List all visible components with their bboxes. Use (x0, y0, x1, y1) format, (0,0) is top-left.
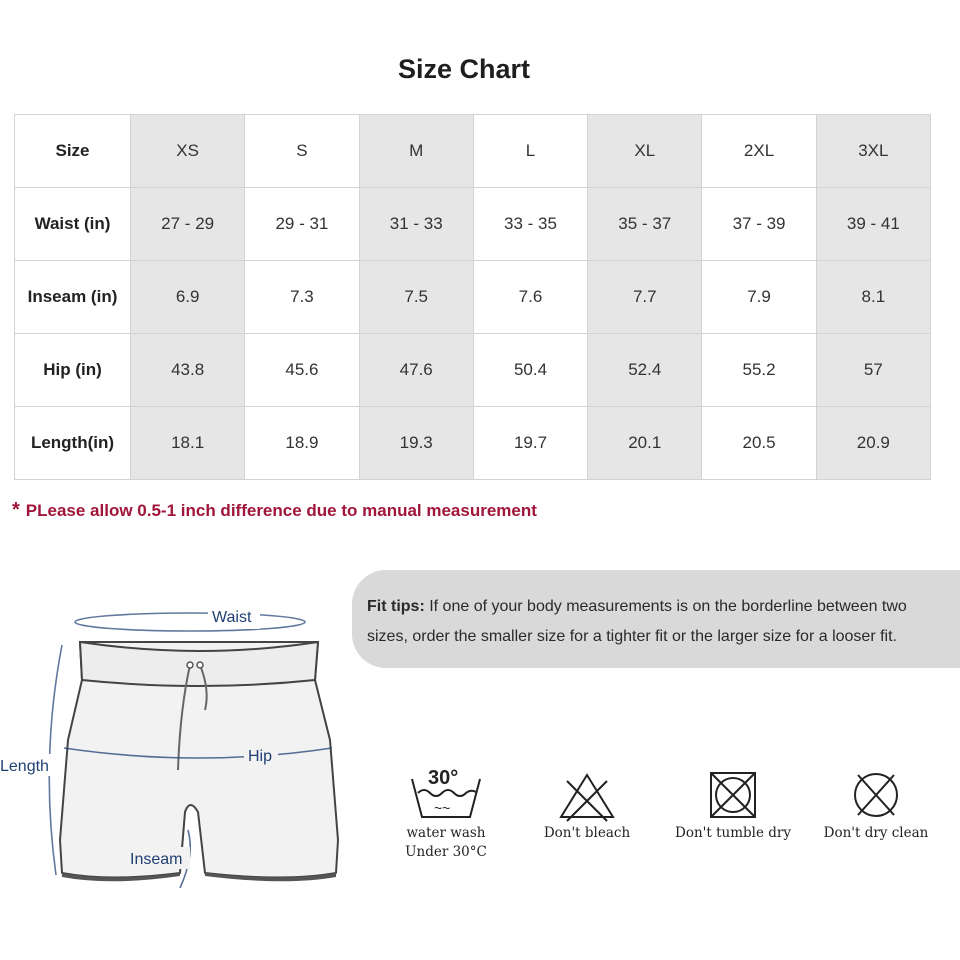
table-cell: 19.7 (473, 407, 587, 480)
table-row (15, 407, 931, 480)
care-label: water wash (406, 825, 486, 841)
table-cell: 31 - 33 (359, 188, 473, 261)
table-row (15, 334, 931, 407)
table-cell: 35 - 37 (588, 188, 702, 261)
asterisk-icon: * (12, 499, 20, 521)
row-label: Inseam (in) (15, 261, 131, 334)
table-row (15, 188, 931, 261)
care-item-wash (366, 765, 526, 861)
table-cell: 27 - 29 (131, 188, 245, 261)
care-item-dry-clean (796, 765, 956, 842)
fit-tips-box (352, 570, 960, 668)
table-header-cell: 2XL (702, 115, 816, 188)
table-header-cell: M (359, 115, 473, 188)
table-cell: 6.9 (131, 261, 245, 334)
table-cell: 7.6 (473, 261, 587, 334)
table-cell: 20.5 (702, 407, 816, 480)
table-cell: 45.6 (245, 334, 359, 407)
table-cell: 39 - 41 (816, 188, 930, 261)
shorts-measurement-diagram (0, 590, 345, 920)
care-item-bleach (507, 765, 667, 842)
size-chart-table (14, 114, 931, 480)
no-tumble-dry-icon (693, 765, 773, 823)
note-text: PLease allow 0.5-1 inch difference due to manual measurement (25, 501, 537, 520)
table-header-cell: S (245, 115, 359, 188)
care-label: Don't tumble dry (675, 825, 791, 841)
wash-30-icon (406, 765, 486, 823)
table-cell: 29 - 31 (245, 188, 359, 261)
table-cell: 37 - 39 (702, 188, 816, 261)
table-cell: 47.6 (359, 334, 473, 407)
table-cell: 55.2 (702, 334, 816, 407)
row-label: Hip (in) (15, 334, 131, 407)
table-cell: 20.1 (588, 407, 702, 480)
measurement-note (12, 499, 537, 522)
no-bleach-icon (547, 765, 627, 823)
table-cell: 50.4 (473, 334, 587, 407)
length-label: Length (0, 758, 49, 775)
care-item-tumble-dry (653, 765, 813, 842)
fit-tips-text: If one of your body measurements is on the borderline between two sizes, order the smaller size for a tighter fit or the larger size for a looser fit. (367, 598, 907, 645)
hip-label: Hip (248, 748, 273, 765)
table-cell: 7.5 (359, 261, 473, 334)
care-label: Don't dry clean (823, 825, 929, 841)
waist-measure-line (75, 613, 305, 631)
row-label: Waist (in) (15, 188, 131, 261)
table-header-cell: 3XL (816, 115, 930, 188)
inseam-label: Inseam (130, 851, 183, 868)
table-cell: 18.9 (245, 407, 359, 480)
table-cell: 7.7 (588, 261, 702, 334)
care-label: Don't bleach (543, 825, 631, 841)
table-cell: 52.4 (588, 334, 702, 407)
table-cell: 20.9 (816, 407, 930, 480)
fit-tips-label: Fit tips: (367, 598, 425, 615)
row-label: Length(in) (15, 407, 131, 480)
table-cell: 7.9 (702, 261, 816, 334)
waist-label: Waist (212, 609, 252, 626)
table-cell: 7.3 (245, 261, 359, 334)
table-cell: 18.1 (131, 407, 245, 480)
care-label: Under 30°C (405, 844, 487, 860)
svg-text:~~: ~~ (434, 800, 451, 816)
table-header-cell: XS (131, 115, 245, 188)
table-row (15, 261, 931, 334)
table-cell: 8.1 (816, 261, 930, 334)
table-header-cell: L (473, 115, 587, 188)
table-cell: 57 (816, 334, 930, 407)
table-cell: 33 - 35 (473, 188, 587, 261)
svg-text:30°: 30° (428, 767, 459, 789)
table-header-row (15, 115, 931, 188)
table-header-cell: XL (588, 115, 702, 188)
table-header-cell: Size (15, 115, 131, 188)
table-cell: 43.8 (131, 334, 245, 407)
page-title: Size Chart (397, 54, 531, 84)
table-cell: 19.3 (359, 407, 473, 480)
no-dry-clean-icon (836, 765, 916, 823)
